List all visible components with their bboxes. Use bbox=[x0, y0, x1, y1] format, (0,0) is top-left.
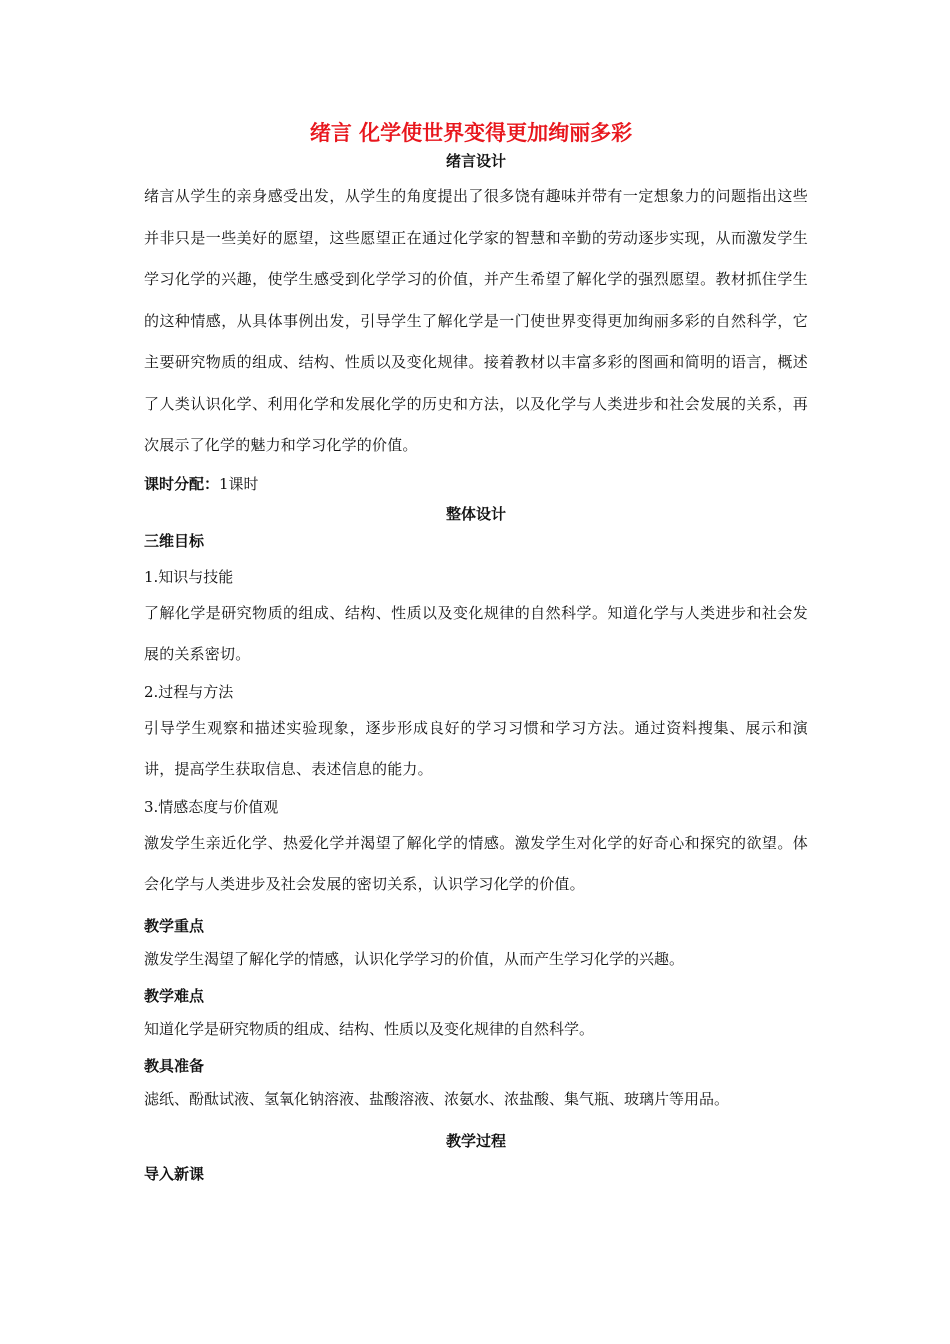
goal-process-text: 引导学生观察和描述实验现象，逐步形成良好的学习习惯和学习方法。通过资料搜集、展示和演讲，提高学生获取信息、表述信息的能力。 bbox=[144, 718, 808, 778]
overall-design-heading: 整体设计 bbox=[445, 504, 506, 523]
intro-paragraph: 绪言从学生的亲身感受出发，从学生的角度提出了很多饶有趣味并带有一定想象力的问题指出这些并非只是一些美好的愿望，这些愿望正在通过化学家的智慧和辛勤的劳动逐步实现，从而激发学生学习化学的兴趣，使学生感受到化学学习的价值，并产生希望了解化学的强烈愿望。教材抓住学生的这种情感，从具体事例出发，引导学生了解化学是一门使世界变得更加绚丽多彩的自然科学，它主要研究物质的组成、结构、性质以及变化规律。接着教材以丰富多彩的图画和简明的语言，概述了人类认识化学、利用化学和发展化学的历史和方法，以及化学与人类进步和社会发展的关系，再次展示了化学的魅力和学习化学的价值。 bbox=[144, 187, 808, 454]
materials-heading: 教具准备 bbox=[144, 1056, 205, 1075]
document-title: 绪言 化学使世界变得更加绚丽多彩 bbox=[309, 121, 633, 145]
difficulties-text: 知道化学是研究物质的组成、结构、性质以及变化规律的自然科学。 bbox=[144, 1019, 595, 1038]
class-hours-label: 课时分配： bbox=[144, 474, 220, 493]
materials-text: 滤纸、酚酞试液、氢氧化钠溶液、盐酸溶液、浓氨水、浓盐酸、集气瓶、玻璃片等用品。 bbox=[144, 1089, 730, 1108]
teaching-process-heading: 教学过程 bbox=[445, 1131, 506, 1150]
goal-emotion-text: 激发学生亲近化学、热爱化学并渴望了解化学的情感。激发学生对化学的好奇心和探究的欲望。体会化学与人类进步及社会发展的密切关系，认识学习化学的价值。 bbox=[144, 833, 808, 893]
key-points-heading: 教学重点 bbox=[144, 916, 205, 935]
difficulties-heading: 教学难点 bbox=[144, 986, 205, 1005]
document-content bbox=[144, 118, 808, 1188]
goals-heading: 三维目标 bbox=[144, 531, 205, 550]
key-points-text: 激发学生渴望了解化学的情感，认识化学学习的价值，从而产生学习化学的兴趣。 bbox=[144, 949, 685, 968]
intro-design-heading: 绪言设计 bbox=[445, 152, 506, 170]
goal-knowledge-text: 了解化学是研究物质的组成、结构、性质以及变化规律的自然科学。知道化学与人类进步和社会发展的关系密切。 bbox=[144, 603, 808, 663]
intro-lesson-heading: 导入新课 bbox=[144, 1164, 205, 1183]
goal-knowledge-title: 1.知识与技能 bbox=[144, 567, 234, 586]
class-hours-value: 1课时 bbox=[219, 474, 259, 493]
class-hours-row bbox=[144, 467, 808, 501]
goal-emotion-title: 3.情感态度与价值观 bbox=[144, 797, 279, 816]
goal-process-title: 2.过程与方法 bbox=[144, 682, 234, 701]
